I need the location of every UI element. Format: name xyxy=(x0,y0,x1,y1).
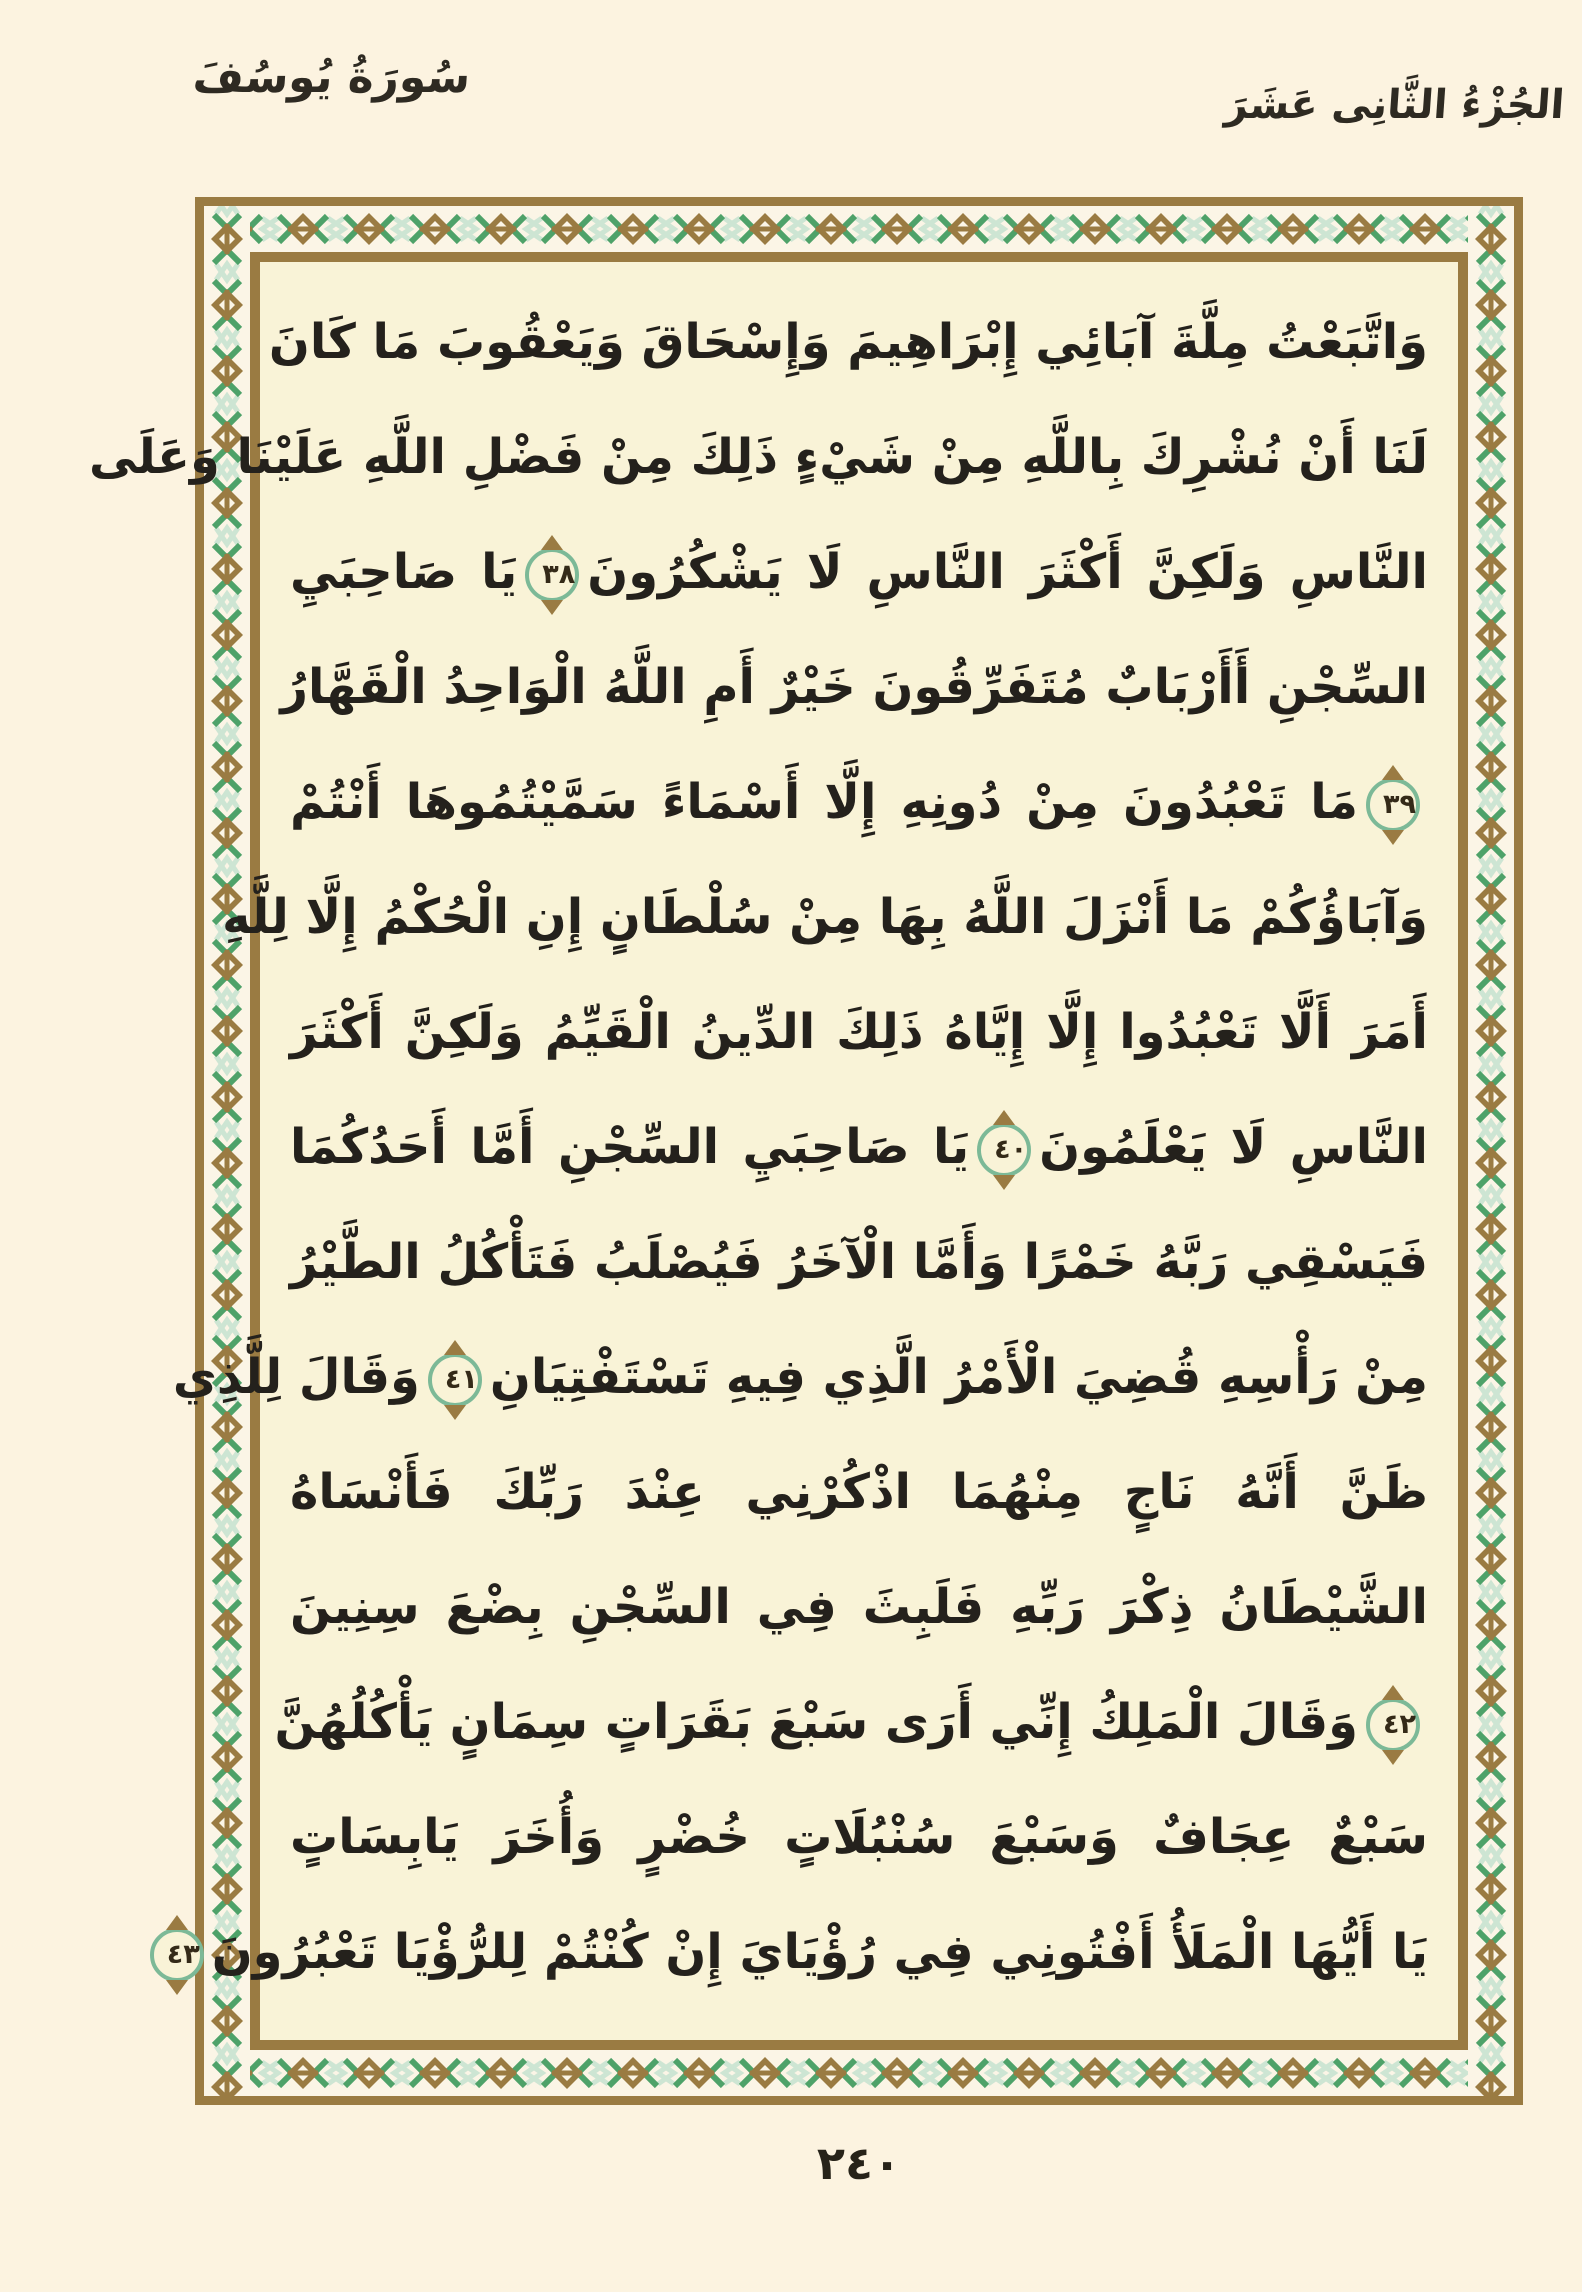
quran-line xyxy=(290,1206,1428,1321)
ayah-end-marker: ٤٣ xyxy=(150,1928,204,1982)
quran-line xyxy=(166,1896,1428,2011)
quran-line xyxy=(290,976,1428,1091)
page-number: ٢٤٠ xyxy=(816,2136,902,2190)
verse-text: الشَّيْطَانُ ذِكْرَ رَبِّهِ فَلَبِثَ فِي السِّجْنِ بِضْعَ سِنِينَ xyxy=(290,1579,1428,1635)
verse-text: سَبْعٌ عِجَافٌ وَسَبْعَ سُنْبُلَاتٍ خُضْرٍ وَأُخَرَ يَابِسَاتٍ xyxy=(290,1809,1428,1865)
quran-line xyxy=(222,861,1428,976)
quran-line xyxy=(290,1781,1428,1896)
quran-line xyxy=(290,746,1428,861)
decorative-border-frame xyxy=(89,197,1523,2105)
verse-text: مَا تَعْبُدُونَ مِنْ دُونِهِ إِلَّا أَسْمَاءً سَمَّيْتُمُوهَا أَنْتُمْ xyxy=(290,774,1358,830)
quran-line xyxy=(268,286,1428,401)
verse-text: مِنْ رَأْسِهِ قُضِيَ الْأَمْرُ الَّذِي فِيهِ تَسْتَفْتِيَانِ xyxy=(489,1349,1428,1405)
juz-header: الجُزْءُ الثَّانِى عَشَرَ xyxy=(1223,82,1566,128)
quran-line xyxy=(274,1666,1428,1781)
verse-text: أَمَرَ أَلَّا تَعْبُدُوا إِلَّا إِيَّاهُ ذَلِكَ الدِّينُ الْقَيِّمُ وَلَكِنَّ أَكْثَرَ xyxy=(290,1004,1428,1060)
verse-text: السِّجْنِ أَأَرْبَابٌ مُتَفَرِّقُونَ خَيْرٌ أَمِ اللَّهُ الْوَاحِدُ الْقَهَّارُ xyxy=(280,659,1428,715)
quran-line xyxy=(290,1091,1428,1206)
quran-line xyxy=(280,631,1428,746)
verse-text: وَآبَاؤُكُمْ مَا أَنْزَلَ اللَّهُ بِهَا مِنْ سُلْطَانٍ إِنِ الْحُكْمُ إِلَّا لِلَّهِ xyxy=(222,889,1428,945)
verse-text: فَيَسْقِي رَبَّهُ خَمْرًا وَأَمَّا الْآخَرُ فَيُصْلَبُ فَتَأْكُلُ الطَّيْرُ xyxy=(290,1234,1428,1290)
verse-text: النَّاسِ وَلَكِنَّ أَكْثَرَ النَّاسِ لَا يَشْكُرُونَ xyxy=(587,544,1428,600)
verse-text: يَا أَيُّهَا الْمَلَأُ أَفْتُونِي فِي رُؤْيَايَ إِنْ كُنْتُمْ لِلرُّؤْيَا تَعْبُرُونَ xyxy=(211,1924,1428,1980)
verse-text: ظَنَّ أَنَّهُ نَاجٍ مِنْهُمَا اذْكُرْنِي عِنْدَ رَبِّكَ فَأَنْسَاهُ xyxy=(290,1464,1428,1520)
quran-line xyxy=(172,1321,1428,1436)
border-pattern-bottom xyxy=(204,2050,1514,2096)
verse-text: يَا صَاحِبَيِ xyxy=(290,544,518,600)
text-panel xyxy=(89,252,1468,2050)
verse-text: لَنَا أَنْ نُشْرِكَ بِاللَّهِ مِنْ شَيْءٍ ذَلِكَ مِنْ فَضْلِ اللَّهِ عَلَيْنَا وَعَلَى xyxy=(89,429,1428,485)
ayah-end-marker: ٣٩ xyxy=(1366,778,1420,832)
quran-line xyxy=(290,1551,1428,1666)
ayah-end-marker: ٤٢ xyxy=(1366,1698,1420,1752)
verse-text: يَا صَاحِبَيِ السِّجْنِ أَمَّا أَحَدُكُمَا xyxy=(290,1119,970,1175)
quran-line xyxy=(290,1436,1428,1551)
verse-text: وَقَالَ لِلَّذِي xyxy=(172,1349,420,1405)
surah-name-header: سُورَةُ يُوسُفَ xyxy=(191,52,473,103)
verse-text: وَقَالَ الْمَلِكُ إِنِّي أَرَى سَبْعَ بَقَرَاتٍ سِمَانٍ يَأْكُلُهُنَّ xyxy=(274,1694,1358,1750)
border-pattern-top xyxy=(204,206,1514,252)
ayah-end-marker: ٣٨ xyxy=(525,548,579,602)
ayah-end-marker: ٤٠ xyxy=(977,1123,1031,1177)
ayah-end-marker: ٤١ xyxy=(428,1353,482,1407)
quran-text-block xyxy=(89,262,1458,2040)
verse-text: وَاتَّبَعْتُ مِلَّةَ آبَائِي إِبْرَاهِيمَ وَإِسْحَاقَ وَيَعْقُوبَ مَا كَانَ xyxy=(268,314,1428,370)
verse-text: النَّاسِ لَا يَعْلَمُونَ xyxy=(1039,1119,1428,1175)
border-pattern-right xyxy=(1468,206,1514,2096)
quran-line xyxy=(89,401,1428,516)
quran-line xyxy=(290,516,1428,631)
